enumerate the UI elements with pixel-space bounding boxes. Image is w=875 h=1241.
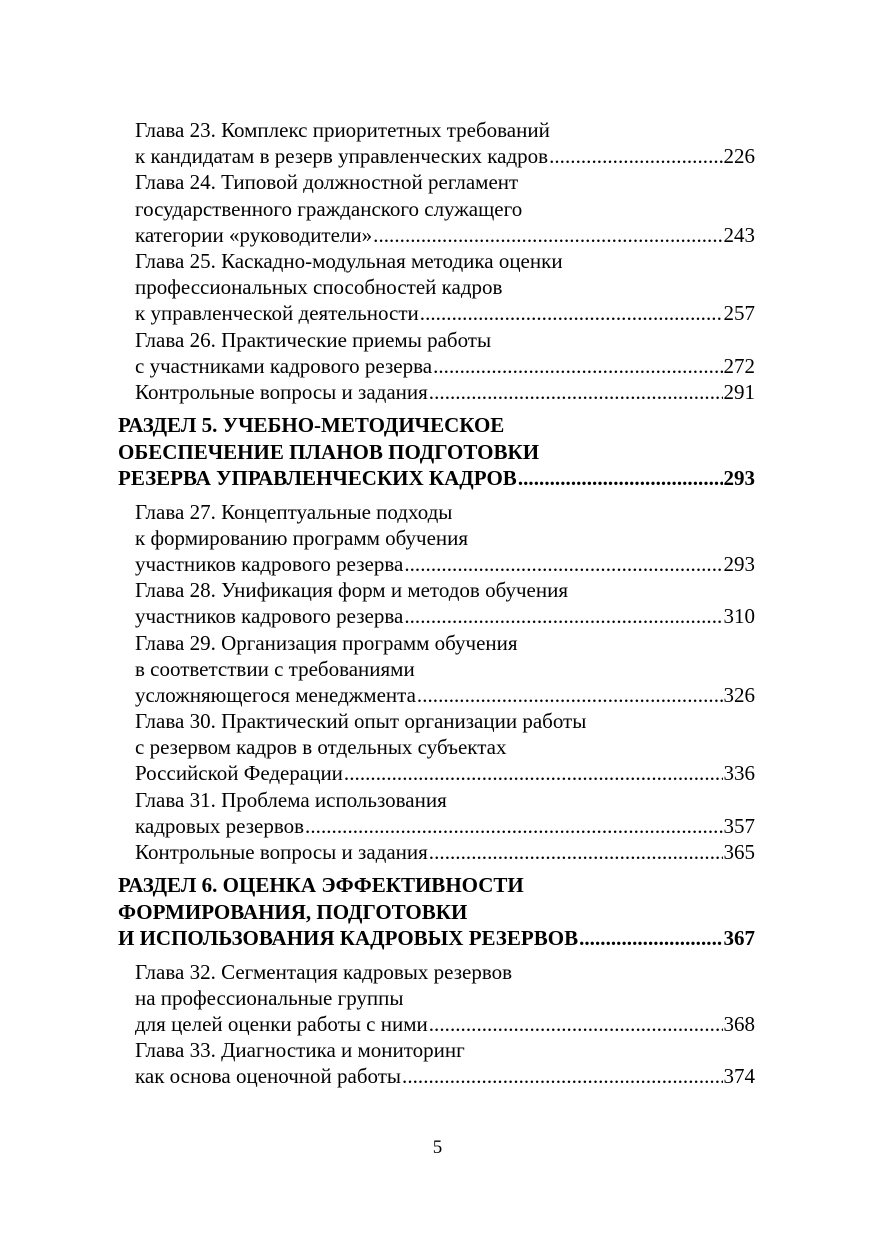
toc-entry-line [118,1011,755,1037]
toc-entry-title: к управленческой деятельности [135,301,419,326]
dot-leader [305,813,722,839]
toc-entry-title: ОБЕСПЕЧЕНИЕ ПЛАНОВ ПОДГОТОВКИ [118,439,540,464]
dot-leader [404,603,722,629]
toc-entry-line [118,248,755,274]
toc-entry-line [118,630,755,656]
toc-chapter-entry[interactable] [118,959,755,1038]
toc-chapter-entry[interactable] [118,248,755,327]
toc-entry-title: для целей оценки работы с ними [135,1012,428,1037]
dot-leader [429,1011,723,1037]
toc-page-number: 365 [723,840,755,864]
toc-page-number: 293 [723,466,755,491]
toc-entry-title: Глава 32. Сегментация кадровых резервов [135,959,513,984]
toc-entry-title: Глава 28. Унификация форм и методов обучения [135,578,568,603]
toc-entry-title: категории «руководители» [135,222,373,247]
toc-entry-line [118,708,755,734]
toc-entry-line [118,839,755,865]
toc-entry-line [118,465,755,492]
dot-leader [417,682,723,708]
dot-leader [344,760,723,786]
dot-leader [429,379,723,405]
toc-chapter-entry[interactable] [118,630,755,709]
page-number: 5 [432,1137,443,1158]
toc-entry-title: на профессиональные группы [135,985,404,1010]
toc-entry-line [118,985,755,1011]
toc-entry-title: Глава 24. Типовой должностной регламент [135,170,519,195]
toc-entry-title: Глава 23. Комплекс приоритетных требований [135,118,550,142]
toc-entry-line [118,899,755,926]
toc-page-number: 367 [723,926,755,951]
toc-entry-title: с участниками кадрового резерва [135,353,433,378]
toc-entry-line [118,656,755,682]
toc-page-number: 310 [723,604,755,629]
dot-leader [429,839,723,865]
toc-section-entry[interactable] [118,872,755,952]
toc-entry-line [118,760,755,786]
toc-entry-title: государственного гражданского служащего [135,196,523,221]
toc-page-number: 357 [723,813,755,838]
dot-leader [420,300,723,326]
toc-entry-title: профессиональных способностей кадров [135,275,503,300]
toc-entry-title: участников кадрового резерва [135,604,404,629]
toc-page-number: 291 [723,379,755,404]
toc-page-number: 336 [723,761,755,786]
toc-entry-title: кадровых резервов [135,813,305,838]
toc-page-number: 272 [723,353,755,378]
toc-entry-line [118,196,755,222]
toc-entry-title: Контрольные вопросы и задания [135,379,428,404]
toc-page-number: 368 [723,1012,755,1037]
toc-entry-title: к кандидатам в резерв управленческих кадров [135,144,549,169]
toc-entry-line [118,274,755,300]
dot-leader [373,222,722,248]
toc-entry-title: Глава 33. Диагностика и мониторинг [135,1038,465,1063]
toc-entry-line [118,603,755,629]
toc-chapter-entry[interactable] [118,169,755,248]
toc-entry-line [118,327,755,353]
toc-chapter-entry[interactable] [118,787,755,839]
dot-leader [402,1063,722,1089]
dot-leader [549,143,722,169]
toc-entry-title: РАЗДЕЛ 5. УЧЕБНО-МЕТОДИЧЕСКОЕ [118,413,505,438]
toc-entry-title: Глава 25. Каскадно-модульная методика оценки [135,248,563,273]
toc-entry-line [118,813,755,839]
toc-entry-line [118,169,755,195]
dot-leader [433,353,722,379]
toc-page-number: 257 [723,301,755,326]
table-of-contents [118,117,755,1090]
toc-chapter-entry[interactable] [118,708,755,787]
toc-entry-line [118,412,755,439]
toc-entry-title: Глава 30. Практический опыт организации работы [135,709,587,734]
toc-page-number: 243 [723,222,755,247]
toc-entry-line [118,353,755,379]
toc-entry-title: Российской Федерации [135,761,343,786]
toc-entry-title: с резервом кадров в отдельных субъектах [135,735,507,760]
toc-entry-line [118,117,755,143]
toc-chapter-entry[interactable] [118,117,755,169]
toc-entry-title: Глава 27. Концептуальные подходы [135,499,453,524]
toc-page-number: 226 [723,144,755,169]
toc-entry-title: Глава 26. Практические приемы работы [135,327,492,352]
toc-entry-line [118,300,755,326]
toc-entry-title: Контрольные вопросы и задания [135,840,428,864]
toc-entry-title: Глава 31. Проблема использования [135,787,447,812]
dot-leader [579,925,722,952]
toc-entry-title: к формированию программ обучения [135,525,469,550]
toc-page-number: 293 [723,551,755,576]
toc-entry-line [118,872,755,899]
toc-entry-line [118,925,755,952]
toc-chapter-entry[interactable] [118,577,755,629]
toc-page-number: 374 [723,1064,755,1089]
toc-entry-title: И ИСПОЛЬЗОВАНИЯ КАДРОВЫХ РЕЗЕРВОВ [118,926,579,951]
toc-entry-line [118,439,755,466]
toc-section-entry[interactable] [118,412,755,492]
toc-entry-line [118,551,755,577]
toc-entry-title: РАЗДЕЛ 6. ОЦЕНКА ЭФФЕКТИВНОСТИ [118,873,524,898]
toc-page-number: 326 [723,682,755,707]
toc-entry-title: РЕЗЕРВА УПРАВЛЕНЧЕСКИХ КАДРОВ [118,466,517,491]
toc-entry-line [118,499,755,525]
toc-chapter-entry[interactable] [118,1037,755,1089]
toc-chapter-entry[interactable] [118,327,755,379]
toc-entry-title: усложняющегося менеджмента [135,682,416,707]
toc-chapter-entry[interactable] [118,839,755,865]
toc-chapter-entry[interactable] [118,379,755,405]
toc-entry-line [118,959,755,985]
toc-chapter-entry[interactable] [118,499,755,578]
toc-entry-line [118,734,755,760]
toc-entry-line [118,682,755,708]
toc-entry-line [118,143,755,169]
dot-leader [404,551,722,577]
toc-entry-line [118,1037,755,1063]
toc-entry-title: как основа оценочной работы [135,1064,402,1089]
dot-leader [518,465,723,492]
toc-entry-title: Глава 29. Организация программ обучения [135,630,518,655]
toc-entry-title: участников кадрового резерва [135,551,404,576]
toc-entry-line [118,787,755,813]
toc-entry-line [118,222,755,248]
toc-entry-line [118,525,755,551]
toc-entry-title: ФОРМИРОВАНИЯ, ПОДГОТОВКИ [118,899,468,924]
toc-entry-title: в соответствии с требованиями [135,656,415,681]
toc-entry-line [118,1063,755,1089]
toc-entry-line [118,577,755,603]
toc-entry-line [118,379,755,405]
